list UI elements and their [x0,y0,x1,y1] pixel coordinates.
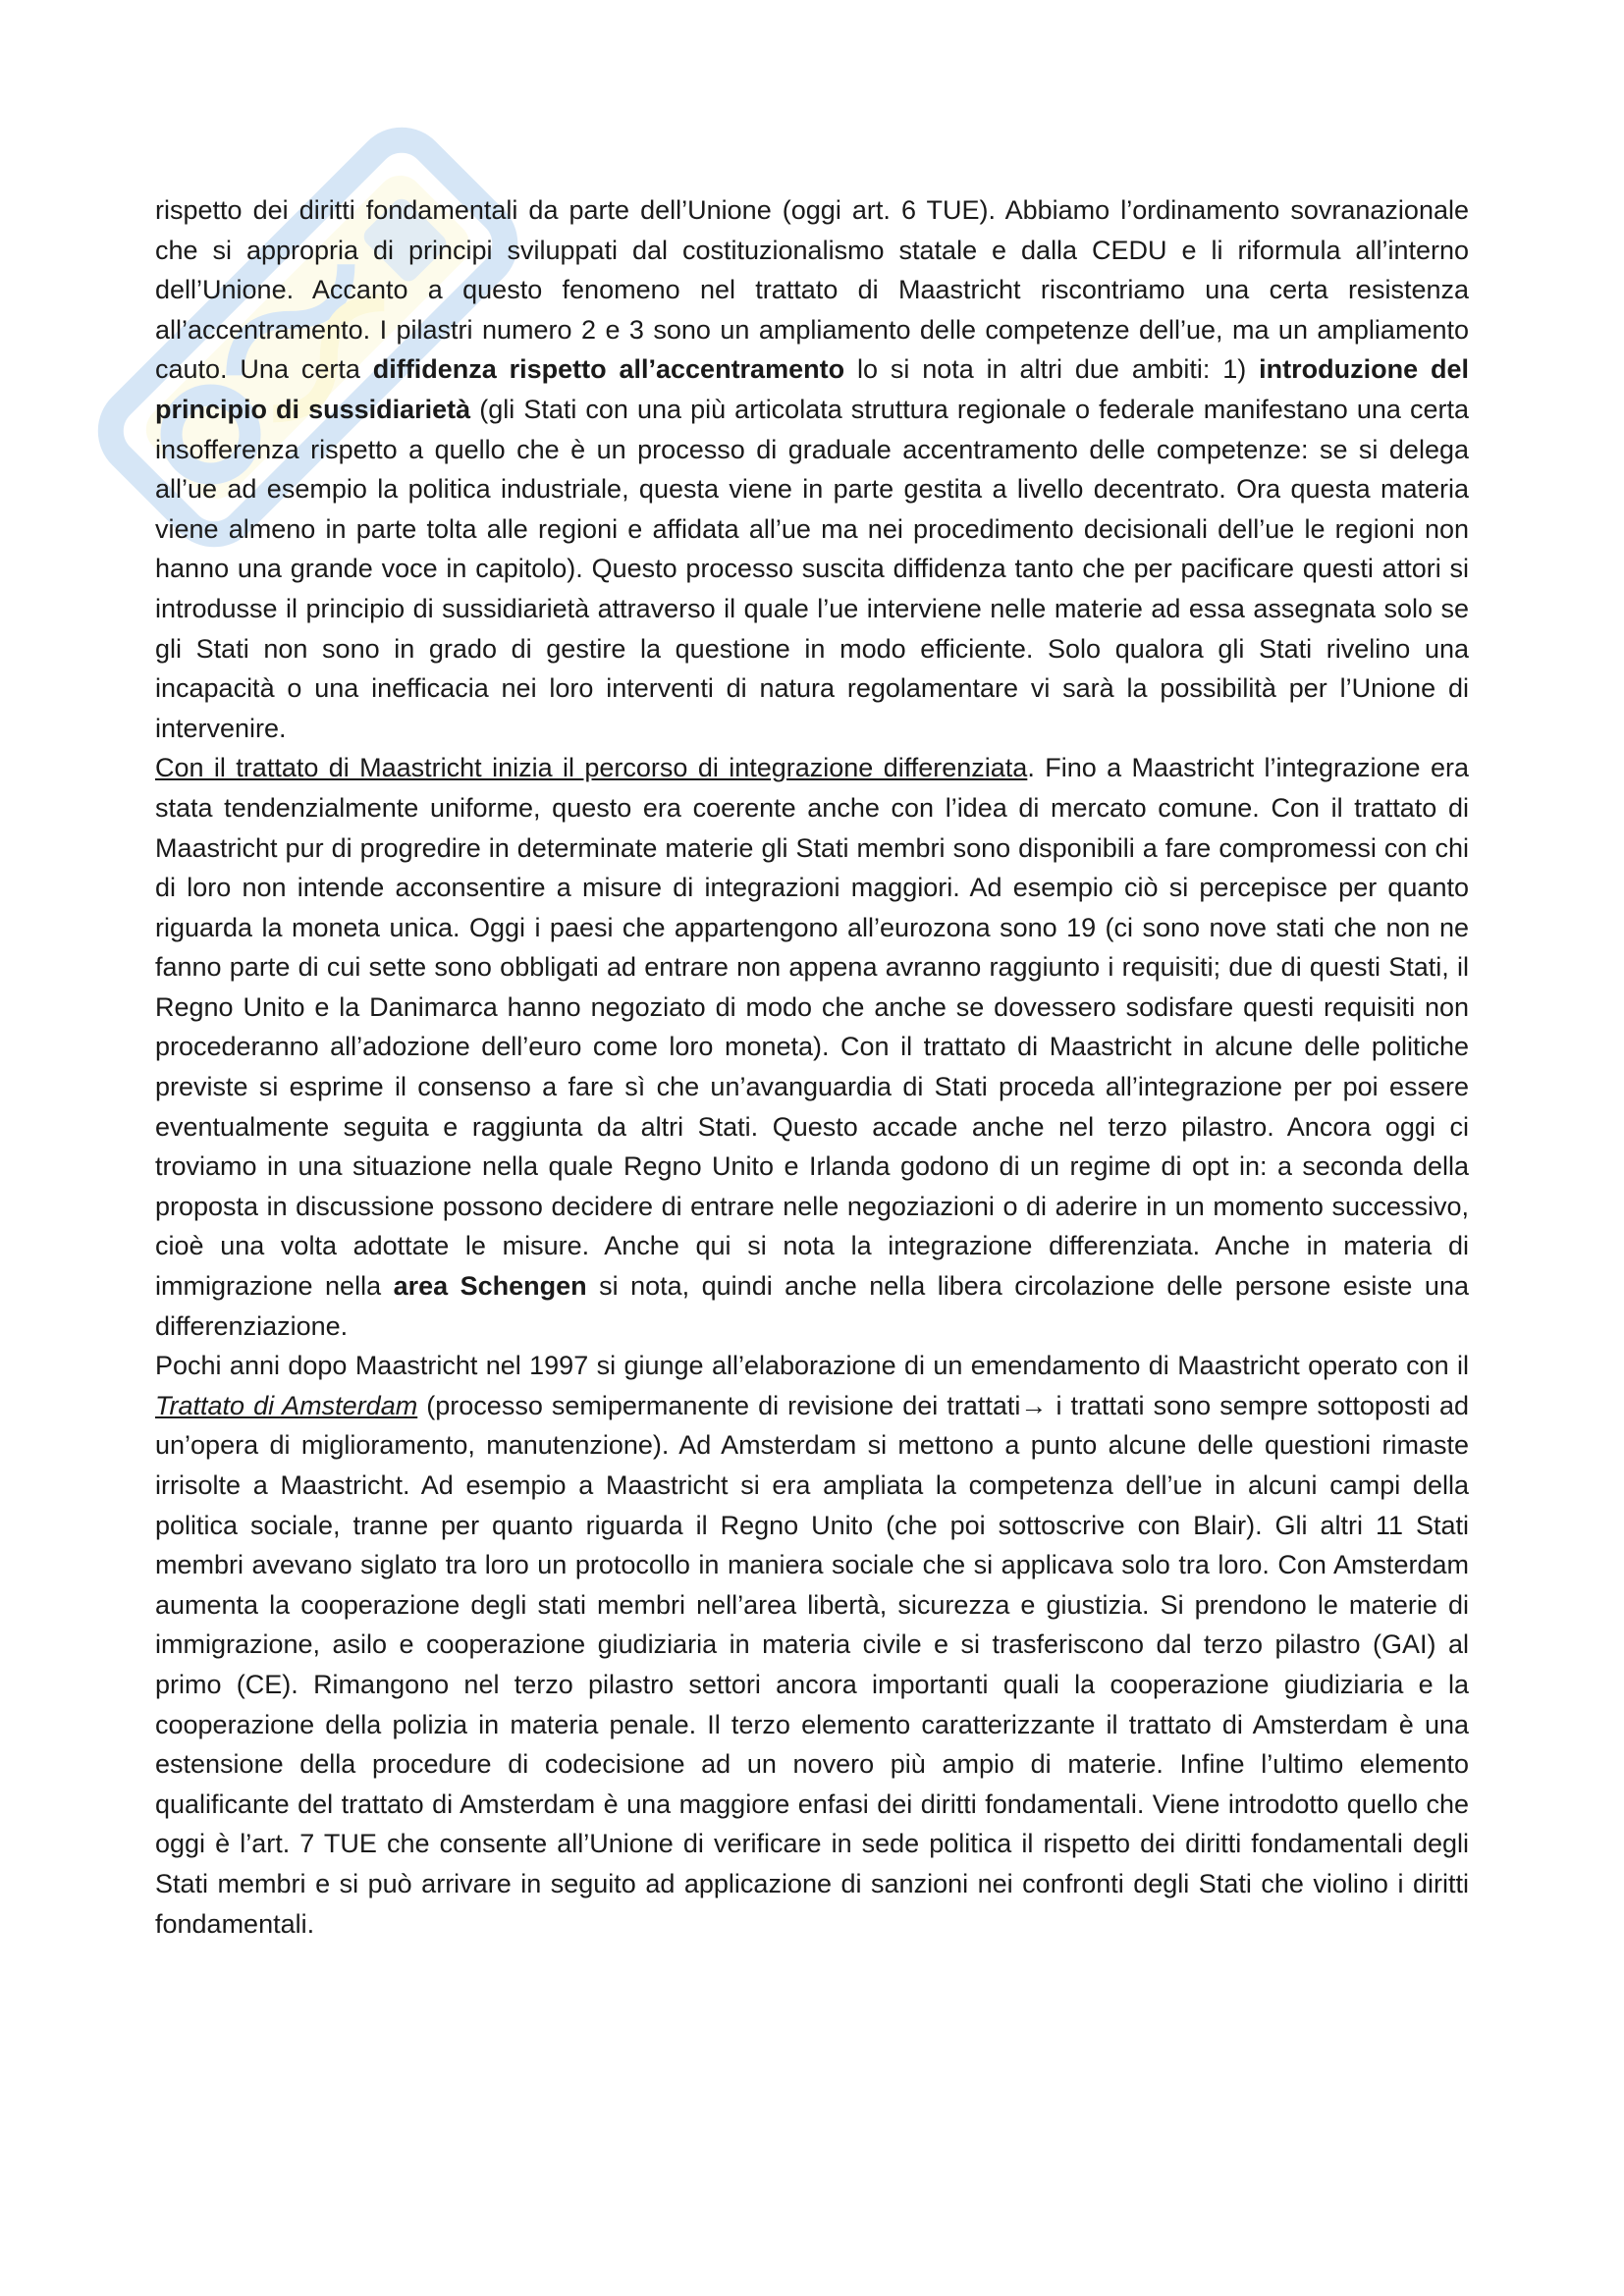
text-run: . Fino a Maastricht l’integrazione era stata tendenzialmente uniforme, questo era coerente anche con l’idea di mercato comune. Con il trattato di Maastricht pur di progredire in determinate materie gli Stati membri sono disponibili a fare compromessi con chi di loro non intende acconsentire a misure di integrazioni maggiori. Ad esempio ciò si percepisce per quanto riguarda la moneta unica. Oggi i paesi che appartengono all’eurozona sono 19 (ci sono nove stati che non ne fanno parte di cui sette sono obbligati ad entrare non appena avranno raggiunto i requisiti; due di questi Stati, il Regno Unito e la Danimarca hanno negoziato di modo che anche se dovessero sodisfare questi requisiti non procederanno all’adozione dell’euro come loro moneta). Con il trattato di Maastricht in alcune delle politiche previste si esprime il consenso a fare sì che un’avanguardia di Stati proceda all’integrazione per poi essere eventualmente seguita e raggiunta da altri Stati. Questo accade anche nel terzo pilastro. Ancora oggi ci troviamo in una situazione nella quale Regno Unito e Irlanda godono di un regime di opt in: a seconda della proposta in discussione possono decidere di entrare nelle negoziazioni o di aderire in un momento successivo, cioè una volta adottate le misure. Anche qui si nota la integrazione differenziata. Anche in materia di immigrazione nella [155,753,1469,1302]
text-run: Pochi anni dopo Maastricht nel 1997 si giunge all’elaborazione di un emendamento di Maastricht operato con il [155,1351,1469,1381]
bold-phrase: diffidenza rispetto all’accentramento [372,354,845,385]
document-body [155,190,1469,1944]
bold-phrase: area Schengen [393,1271,587,1302]
text-run: (processo semipermanente di revisione dei trattati→ i trattati sono sempre sottoposti ad un’opera di miglioramento, manutenzione). Ad Amsterdam si mettono a punto alcune delle questioni rimaste irrisolte a Maastricht. Ad esempio a Maastricht si era ampliata la competenza dell’ue in alcuni campi della politica sociale, tranne per quanto riguarda il Regno Unito (che poi sottoscrive con Blair). Gli altri 11 Stati membri avevano siglato tra loro un protocollo in maniera sociale che si applicava solo tra loro. Con Amsterdam aumenta la cooperazione degli stati membri nell’area libertà, sicurezza e giustizia. Si prendono le materie di immigrazione, asilo e cooperazione giudiziaria in materia civile e si trasferiscono dal terzo pilastro (GAI) al primo (CE). Rimangono nel terzo pilastro settori ancora importanti quali la cooperazione giudiziaria e la cooperazione della polizia in materia penale. Il terzo elemento caratterizzante il trattato di Amsterdam è una estensione della procedure di codecisione ad un novero più ampio di materie. Infine l’ultimo elemento qualificante del trattato di Amsterdam è una maggiore enfasi dei diritti fondamentali. Viene introdotto quello che oggi è l’art. 7 TUE che consente all’Unione di verificare in sede politica il rispetto dei diritti fondamentali degli Stati membri e si può arrivare in seguito ad applicazione di sanzioni nei confronti degli Stati che violino i diritti fondamentali. [155,1390,1469,1939]
text-run: rispetto dei diritti fondamentali da parte dell’Unione (oggi art. 6 TUE). Abbiamo l’ordinamento sovranazionale che si appropria di principi sviluppati dal costituzionalismo statale e dalla CEDU e li riformula all’interno dell’Unione. Accanto a questo fenomeno nel trattato di Maastricht riscontriamo una certa resistenza all’accentramento. I pilastri numero 2 e 3 sono un ampliamento delle competenze dell’ue, ma un ampliamento cauto. Una certa [155,195,1469,385]
underlined-phrase: Con il trattato di Maastricht inizia il percorso di integrazione differenziata [155,753,1028,783]
paragraph-3 [155,1346,1469,1944]
paragraph-2 [155,748,1469,1346]
text-run: si nota, quindi anche nella libera circolazione delle persone esiste una differenziazione. [155,1271,1469,1341]
text-run: (gli Stati con una più articolata struttura regionale o federale manifestano una certa insofferenza rispetto a quello che è un processo di graduale accentramento delle competenze: se si delega all’ue ad esempio la politica industriale, questa viene in parte gestita a livello decentrato. Ora questa materia viene almeno in parte tolta alle regioni e affidata all’ue ma nei procedimento decisionali dell’ue le regioni non hanno una grande voce in capitolo). Questo processo suscita diffidenza tanto che per pacificare questi attori si introdusse il principio di sussidiarietà attraverso il quale l’ue interviene nelle materie ad essa assegnata solo se gli Stati non sono in grado di gestire la questione in modo efficiente. Solo qualora gli Stati rivelino una incapacità o una inefficacia nei loro interventi di natura regolamentare vi sarà la possibilità per l’Unione di intervenire. [155,394,1469,743]
text-run: lo si nota in altri due ambiti: 1) [844,354,1260,385]
bold-phrase: introduzione del principio di sussidiarietà [155,354,1469,424]
italic-underlined-phrase: Trattato di Amsterdam [155,1390,418,1420]
paragraph-1 [155,190,1469,748]
